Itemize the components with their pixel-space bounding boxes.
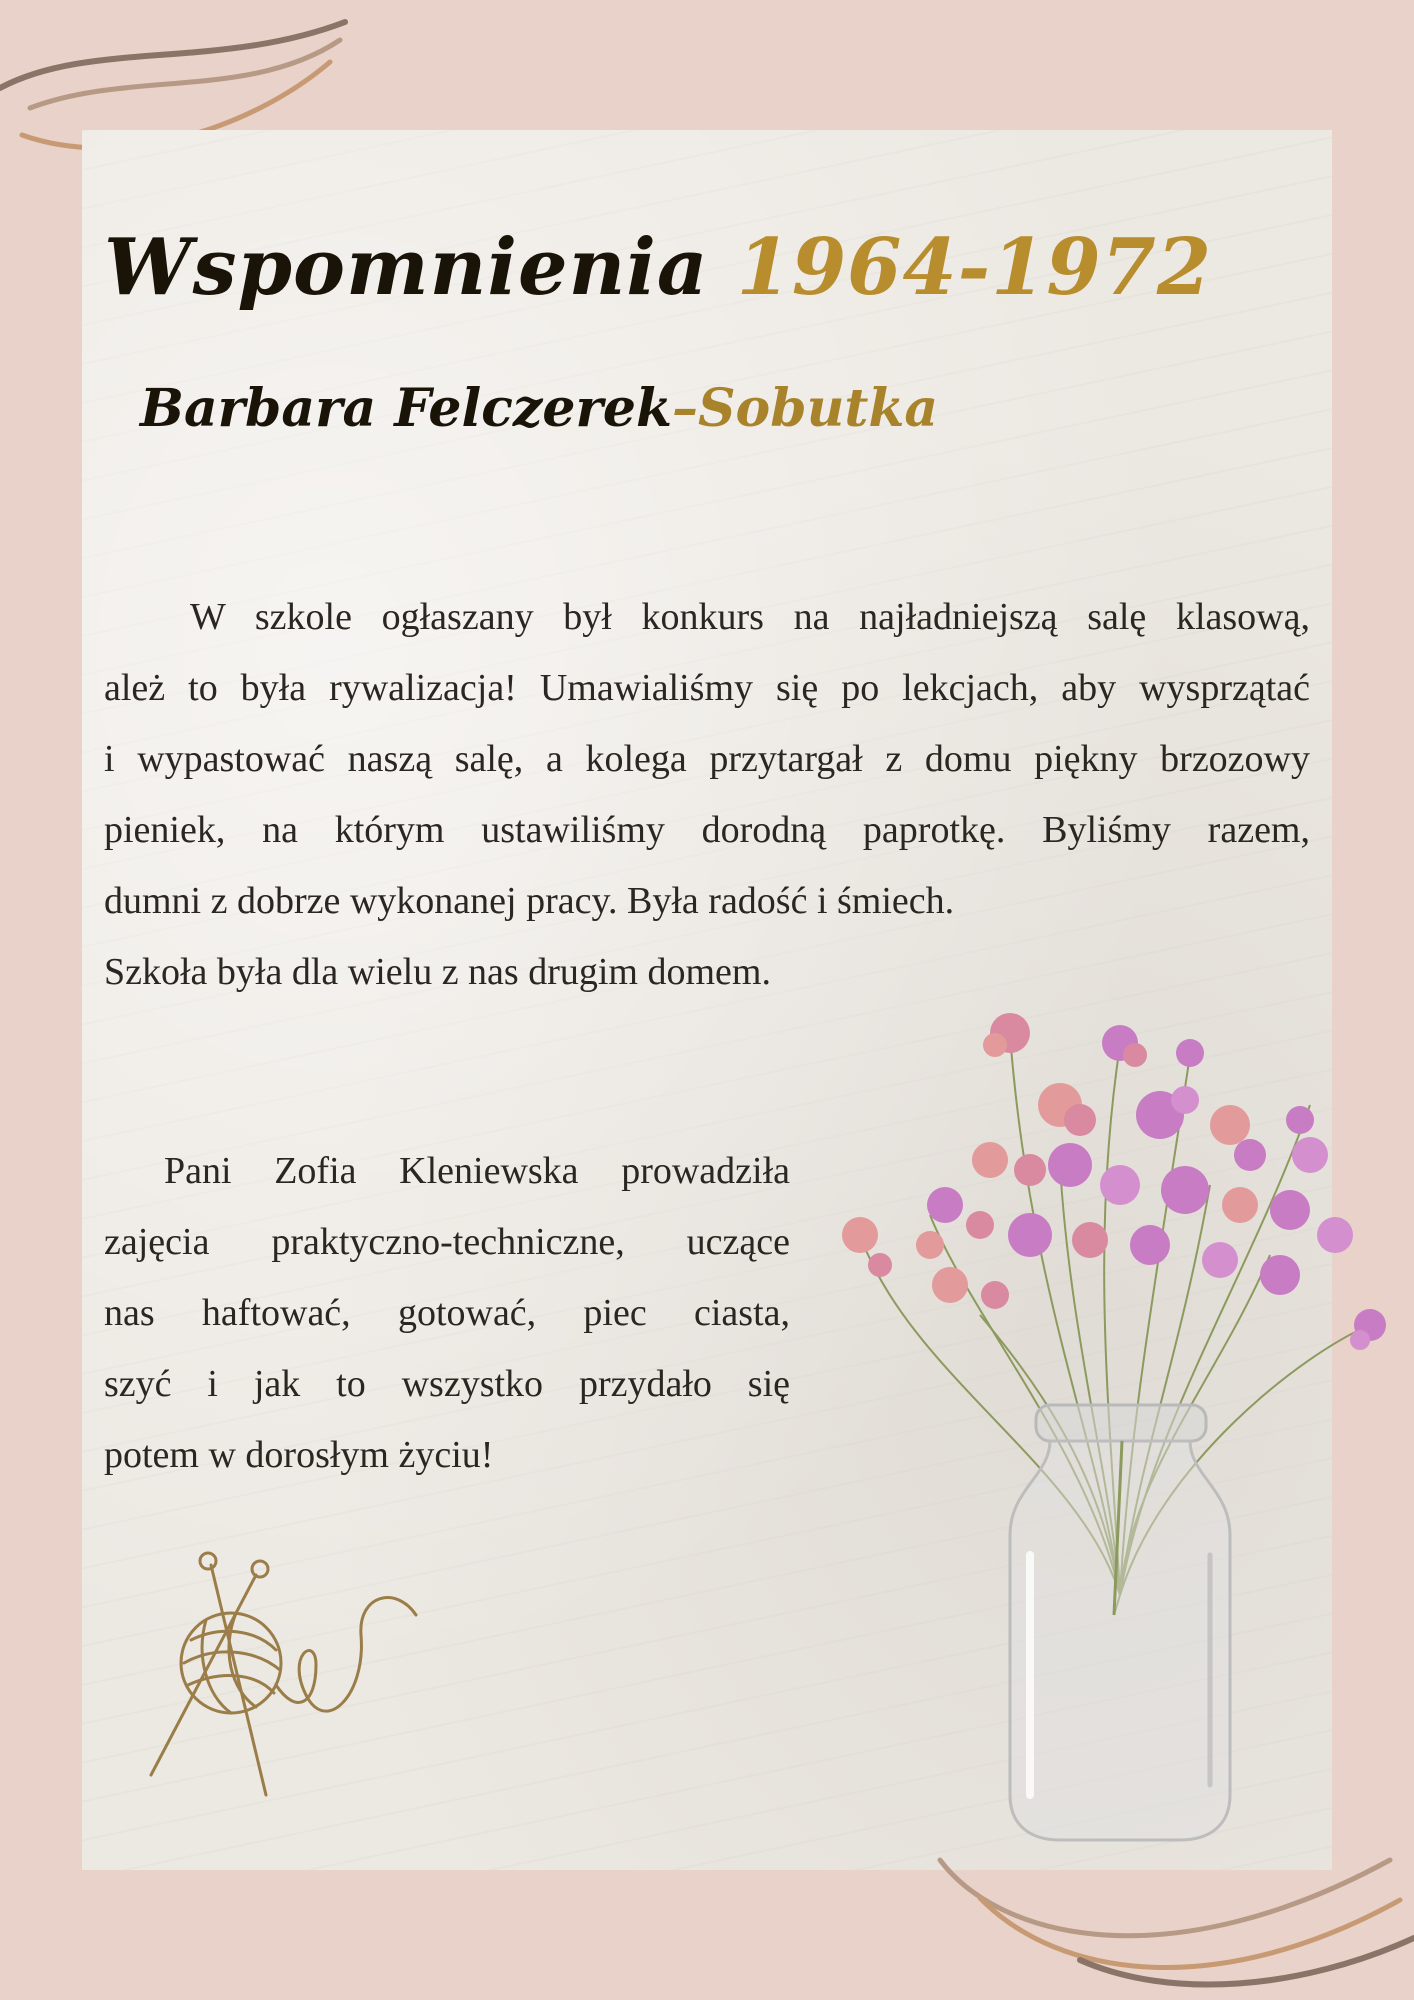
- paragraph-line: i wypastować naszą salę, a kolega przytargał z domu piękny brzozowy: [104, 738, 1310, 780]
- paragraph-line: szyć i jak to wszystko przydało się: [104, 1363, 790, 1405]
- paragraph-line: nas haftować, gotować, piec ciasta,: [104, 1292, 790, 1334]
- paragraph-line: Szkoła była dla wielu z nas drugim domem.: [104, 951, 771, 993]
- page-title: [104, 222, 1212, 313]
- paragraph-line: potem w dorosłym życiu!: [104, 1434, 494, 1476]
- author-name: [140, 378, 938, 439]
- paragraph-line: W szkole ogłaszany był konkurs na najładniejszą salę klasową,: [190, 596, 1310, 638]
- yarn-knitting-needles-icon: [136, 1545, 436, 1815]
- paragraph-line: ależ to była rywalizacja! Umawialiśmy się po lekcjach, aby wysprzątać: [104, 667, 1310, 709]
- paragraph-line: pieniek, na którym ustawiliśmy dorodną paprotkę. Byliśmy razem,: [104, 809, 1310, 851]
- swoosh-lines-bottom-right: [920, 1830, 1414, 2000]
- paragraph-line: Pani Zofia Kleniewska prowadziła: [164, 1150, 790, 1192]
- glass-jar: [1010, 1405, 1230, 1840]
- flower-blossoms: [842, 1013, 1386, 1350]
- title-years: 1964-1972: [736, 222, 1213, 313]
- paragraph-competition: [104, 582, 1310, 1008]
- author-name-part2: –Sobutka: [671, 378, 939, 439]
- paragraph-line: dumni z dobrze wykonanej pracy. Była radość i śmiech.: [104, 880, 955, 922]
- author-name-part1: Barbara Felczerek: [140, 378, 672, 439]
- paragraph-line: zajęcia praktyczno-techniczne, uczące: [104, 1221, 790, 1263]
- flowers-jar-illustration: [830, 995, 1390, 1855]
- title-word: Wspomnienia: [104, 222, 709, 313]
- paragraph-teacher: [104, 1136, 790, 1491]
